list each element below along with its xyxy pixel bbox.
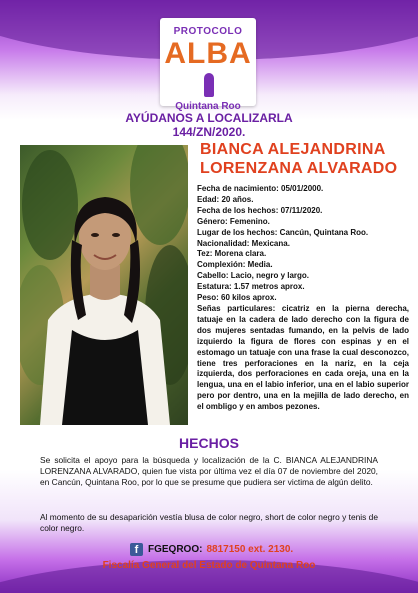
contact-line [130, 543, 293, 556]
contact-phone: 8817150 ext. 2130. [206, 544, 294, 555]
detail-hair: Cabello: Lacio, negro y largo. [197, 271, 310, 281]
detail-weight: Peso: 60 kilos aprox. [197, 293, 277, 303]
hechos-paragraph-1: Se solicita el apoyo para la búsqueda y localización de la C. BIANCA ALEJANDRINA LORENZANA ALVARADO, quien fue vista por última vez el día 07 de noviembre del 2020, en Cancún, Quintana Roo, por lo que se presume que pudiera ser victima de algún delito. [40, 455, 378, 487]
contact-label: FGEQROO: [148, 544, 203, 555]
detail-complexion: Tez: Morena clara. [197, 249, 267, 259]
logo-main-text [160, 39, 256, 99]
detail-gender: Género: Femenino. [197, 216, 270, 226]
hechos-paragraph-2: Al momento de su desaparición vestía blusa de color negro, short de color negro y tenis de color negro. [40, 512, 378, 533]
logo-top-text: PROTOCOLO [173, 26, 243, 37]
detail-birthdate: Fecha de nacimiento: 05/01/2000. [197, 184, 324, 193]
detail-place: Lugar de los hechos: Cancún, Quintana Roo. [197, 227, 369, 237]
footer-agency: Fiscalía General del Estado de Quintana Roo [102, 560, 316, 571]
detail-nationality: Nacionalidad: Mexicana. [197, 238, 290, 248]
name-line1: BIANCA ALEJANDRINA [200, 141, 386, 158]
facebook-icon: f [130, 543, 143, 556]
logo-alba-word: ALBA [164, 37, 252, 70]
woman-silhouette-icon [204, 73, 214, 97]
detail-event-date: Fecha de los hechos: 07/11/2020. [197, 205, 323, 215]
person-photo [20, 145, 188, 425]
headline [0, 111, 418, 139]
detail-height: Estatura: 1.57 metros aprox. [197, 282, 305, 292]
protocolo-alba-logo [160, 18, 256, 112]
person-name [200, 140, 410, 178]
person-photo-illustration [20, 145, 188, 425]
name-line2: LORENZANA ALVARADO [200, 160, 398, 177]
detail-distinguishing-marks: Señas particulares: cicatriz en la pierna derecha, tatuaje en la cadera de lado derecho con la figura de dos mujeres sentadas fumando, en la pelvis de lado izquierdo la figura de flores con espinas y en el estomago un tatuaje con una frase la cual desconozco, tiene tres perforaciones en la nariz, en la ceja izquierda, dos perforaciones en cada oreja, una en la lengua, una en el labio inferior, una en el labio superior pero por dentro, una en la mejilla de lado derecho, en el ombligo y en ambos pezones. [197, 303, 409, 412]
person-details [197, 184, 409, 413]
headline-line1: AYÚDANOS A LOCALIZARLA [125, 111, 293, 125]
detail-build: Complexión: Media. [197, 260, 273, 270]
hechos-title: HECHOS [179, 435, 239, 451]
detail-age: Edad: 20 años. [197, 194, 254, 204]
case-number: 144/ZN/2020. [172, 125, 246, 139]
logo-sub-text: Quintana Roo [175, 101, 241, 112]
